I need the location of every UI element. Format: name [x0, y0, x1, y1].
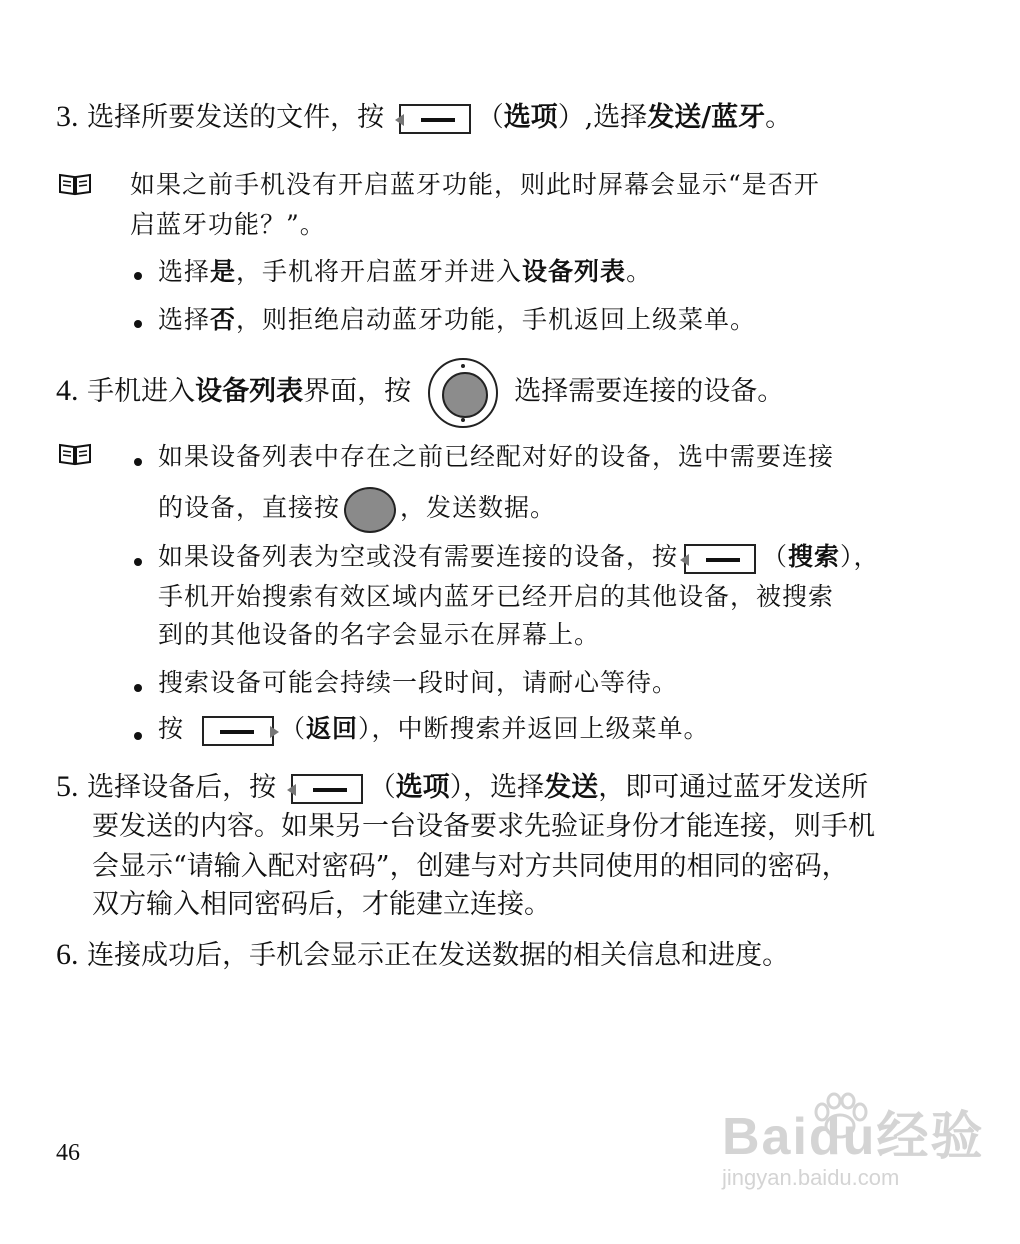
bullet-icon	[134, 558, 142, 566]
note-book-icon	[58, 172, 92, 196]
ok-key-icon	[344, 487, 396, 533]
bullet-icon	[134, 732, 142, 740]
navigation-key-icon	[428, 358, 498, 428]
left-softkey-icon	[399, 104, 471, 134]
step-number: 5.	[56, 770, 79, 803]
baidu-watermark	[722, 1094, 984, 1191]
left-softkey-icon	[291, 774, 363, 804]
page-number: 46	[56, 1140, 80, 1166]
bullet-icon	[134, 320, 142, 328]
watermark-brand: Baidu经验	[722, 1108, 985, 1166]
bullet-icon	[134, 458, 142, 466]
step-5-line-1: 5. 选择设备后，按 （选项），选择发送，即可通过蓝牙发送所	[56, 770, 869, 803]
step-6: 6. 连接成功后，手机会显示正在发送数据的相关信息和进度。	[56, 938, 790, 971]
step-5-line-4: 双方输入相同密码后，才能建立连接。	[92, 889, 551, 920]
step-5-line-3: 会显示“请输入配对密码”，创建与对方共同使用的相同的密码，	[92, 851, 849, 882]
step-number: 6.	[56, 938, 79, 971]
step-number: 4.	[56, 374, 79, 407]
note-2-bullet-1-line-2: 的设备，直接按 ，发送数据。	[158, 484, 556, 533]
note-1-line-1: 如果之前手机没有开启蓝牙功能，则此时屏幕会显示“是否开	[130, 170, 820, 199]
note-1-line-2: 启蓝牙功能？”。	[130, 210, 326, 239]
step-number: 3.	[56, 100, 79, 133]
note-2-bullet-2-line-3: 到的其他设备的名字会显示在屏幕上。	[158, 620, 601, 649]
note-2-bullet-4: 按 （返回），中断搜索并返回上级菜单。	[158, 712, 710, 746]
bullet-icon	[134, 684, 142, 692]
note-2-bullet-1-line-1: 如果设备列表中存在之前已经配对好的设备，选中需要连接	[158, 442, 835, 471]
step-4: 4. 手机进入设备列表界面，按 选择需要连接的设备。	[56, 356, 784, 428]
note-book-icon	[58, 442, 92, 466]
right-softkey-icon	[202, 716, 274, 746]
note-1-bullet-1: 选择是，手机将开启蓝牙并进入设备列表。	[158, 257, 653, 286]
note-2-bullet-2-line-1: 如果设备列表为空或没有需要连接的设备，按 （搜索），	[158, 540, 880, 574]
left-softkey-icon	[684, 544, 756, 574]
watermark-url: jingyan.baidu.com	[722, 1165, 900, 1190]
note-2-bullet-3: 搜索设备可能会持续一段时间，请耐心等待。	[158, 668, 679, 697]
bullet-icon	[134, 272, 142, 280]
note-2-bullet-2-line-2: 手机开始搜索有效区域内蓝牙已经开启的其他设备，被搜索	[158, 582, 835, 611]
step-5-line-2: 要发送的内容。如果另一台设备要求先验证身份才能连接，则手机	[92, 811, 875, 842]
note-1-bullet-2: 选择否，则拒绝启动蓝牙功能，手机返回上级菜单。	[158, 305, 757, 334]
step-3: 3. 选择所要发送的文件，按 （选项）,选择发送/蓝牙。	[56, 100, 793, 133]
